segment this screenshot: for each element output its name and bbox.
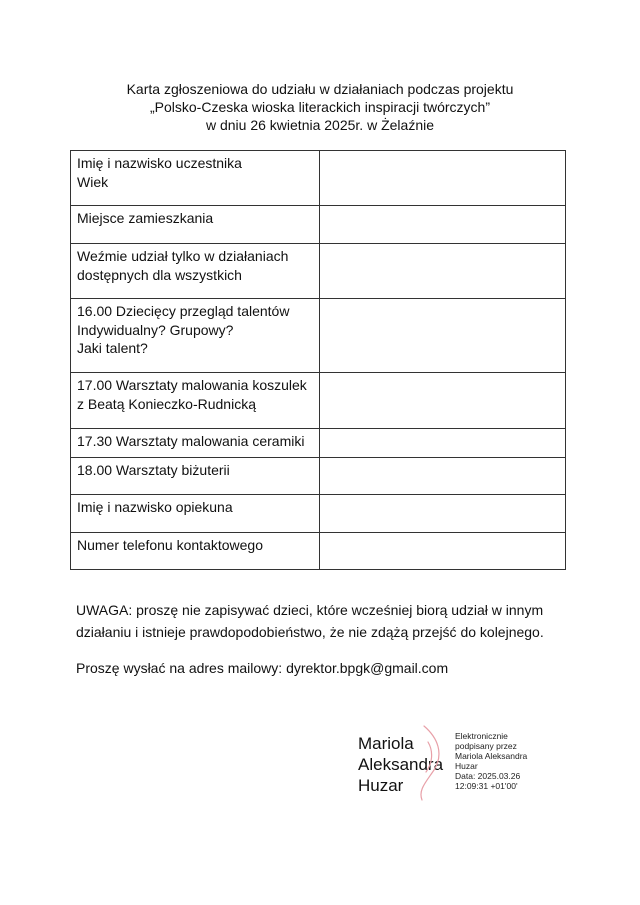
form-label-line: Indywidualny? Grupowy? bbox=[77, 321, 234, 338]
form-label bbox=[71, 244, 320, 299]
form-answer-cell[interactable] bbox=[320, 429, 566, 458]
form-label-line: Imię i nazwisko opiekuna bbox=[77, 499, 233, 515]
form-label-line: Wiek bbox=[77, 173, 109, 190]
header-title-line: Karta zgłoszeniowa do udziału w działaniach podczas projektu bbox=[126, 81, 514, 97]
form-answer-cell[interactable] bbox=[320, 495, 566, 533]
form-row-participant bbox=[71, 151, 566, 206]
signature-name-line: Huzar bbox=[358, 776, 404, 795]
form-label-line: 16.00 Dziecięcy przegląd talentów bbox=[77, 303, 290, 319]
form-row-guardian bbox=[71, 495, 566, 533]
form-label bbox=[71, 458, 320, 495]
signature-name-line: Aleksandra bbox=[358, 755, 444, 774]
form-label-line: z Beatą Konieczko-Rudnicką bbox=[77, 395, 256, 412]
header-date-place: w dniu 26 kwietnia 2025r. w Żelaźnie bbox=[205, 117, 435, 133]
signature-detail-line: Huzar bbox=[455, 761, 478, 771]
form-answer-cell[interactable] bbox=[320, 458, 566, 495]
signature-detail-line: Elektronicznie bbox=[455, 731, 508, 741]
form-label bbox=[71, 533, 320, 570]
form-row-ceramics-workshop bbox=[71, 429, 566, 458]
warning-text-line: UWAGA: proszę nie zapisywać dzieci, które wcześniej biorą udział w innym bbox=[76, 602, 544, 618]
form-answer-cell[interactable] bbox=[320, 206, 566, 244]
form-label-line: 17.00 Warsztaty malowania koszulek bbox=[77, 377, 307, 393]
signature-detail-line: Data: 2025.03.26 bbox=[455, 771, 521, 781]
notes-section bbox=[76, 599, 576, 679]
signature-detail-line: Mariola Aleksandra bbox=[455, 751, 528, 761]
registration-form-table bbox=[70, 150, 566, 570]
form-answer-cell[interactable] bbox=[320, 533, 566, 570]
digital-signature-details bbox=[455, 731, 527, 791]
warning-text-line: działaniu i istnieje prawdopodobieństwo, że nie zdążą przejść do kolejnego. bbox=[76, 624, 544, 640]
form-label bbox=[71, 373, 320, 429]
form-label bbox=[71, 151, 320, 206]
form-answer-cell[interactable] bbox=[320, 151, 566, 206]
signature-detail-line: 12:09:31 +01'00' bbox=[455, 781, 518, 791]
form-label-line: Miejsce zamieszkania bbox=[77, 210, 214, 226]
form-row-general-activities bbox=[71, 244, 566, 299]
header-project-name: „Polsko-Czeska wioska literackich inspiracji twórczych” bbox=[150, 99, 490, 115]
form-answer-cell[interactable] bbox=[320, 299, 566, 373]
form-label-line: 17.30 Warsztaty malowania ceramiki bbox=[77, 433, 305, 449]
form-row-tshirt-workshop bbox=[71, 373, 566, 429]
form-row-talent-show bbox=[71, 299, 566, 373]
form-label bbox=[71, 495, 320, 533]
form-label-line: Numer telefonu kontaktowego bbox=[77, 537, 263, 553]
form-label-line: Imię i nazwisko uczestnika bbox=[77, 155, 242, 171]
signature-detail-line: podpisany przez bbox=[455, 741, 517, 751]
form-label bbox=[71, 206, 320, 244]
form-label-line: Jaki talent? bbox=[77, 340, 148, 356]
form-row-phone bbox=[71, 533, 566, 570]
form-label-line: dostępnych dla wszystkich bbox=[77, 266, 242, 283]
form-answer-cell[interactable] bbox=[320, 373, 566, 429]
form-label-line: 18.00 Warsztaty biżuterii bbox=[77, 462, 230, 478]
form-row-residence bbox=[71, 206, 566, 244]
form-answer-cell[interactable] bbox=[320, 244, 566, 299]
signature-name-line: Mariola bbox=[358, 734, 414, 753]
form-label-line: Weźmie udział tylko w działaniach bbox=[77, 248, 289, 264]
form-label bbox=[71, 429, 320, 458]
email-instruction: Proszę wysłać na adres mailowy: dyrektor.bpgk@gmail.com bbox=[76, 660, 449, 676]
signature-mark-icon bbox=[398, 724, 458, 804]
form-label bbox=[71, 299, 320, 373]
form-row-jewelry-workshop bbox=[71, 458, 566, 495]
document-header bbox=[0, 80, 640, 134]
